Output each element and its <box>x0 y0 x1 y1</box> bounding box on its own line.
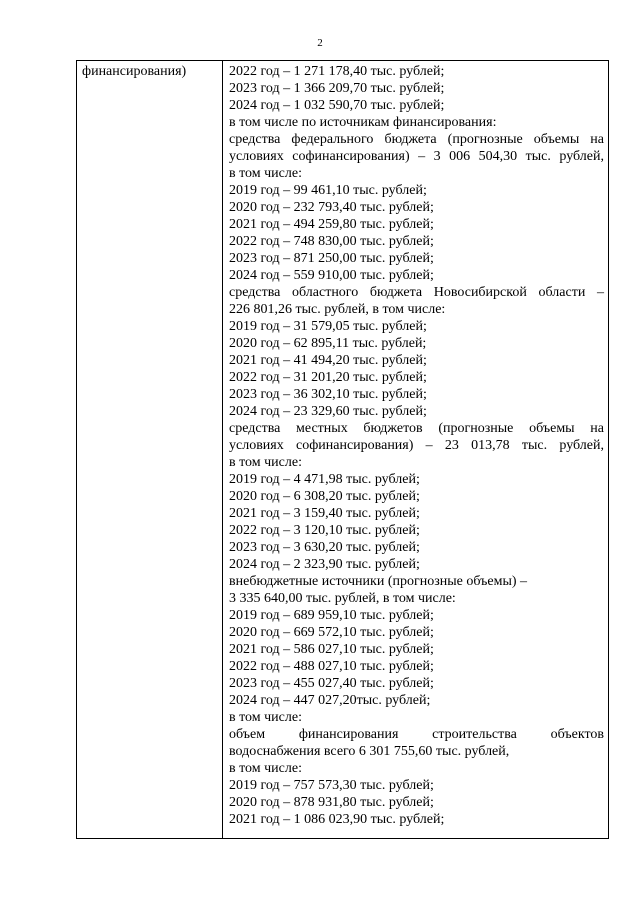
text-line: 2022 год – 3 120,10 тыс. рублей; <box>229 523 420 538</box>
text-line: 2022 год – 31 201,20 тыс. рублей; <box>229 370 427 385</box>
text-line: средства областного бюджета Новосибирской области – <box>229 285 604 300</box>
text-line: 2024 год – 2 323,90 тыс. рублей; <box>229 557 420 572</box>
text-line: 2024 год – 23 329,60 тыс. рублей; <box>229 404 427 419</box>
text-line: 2022 год – 488 027,10 тыс. рублей; <box>229 659 434 674</box>
text-line: 2024 год – 559 910,00 тыс. рублей; <box>229 268 434 283</box>
text-line: 2021 год – 3 159,40 тыс. рублей; <box>229 506 420 521</box>
column-divider <box>222 61 223 838</box>
text-line: 2021 год – 1 086 023,90 тыс. рублей; <box>229 812 445 827</box>
text-line: в том числе: <box>229 710 302 725</box>
text-line: условиях софинансирования) – 3 006 504,30 тыс. рублей, <box>229 149 604 164</box>
text-line: 2020 год – 878 931,80 тыс. рублей; <box>229 795 434 810</box>
text-line: 2019 год – 757 573,30 тыс. рублей; <box>229 778 434 793</box>
text-line: 2022 год – 1 271 178,40 тыс. рублей; <box>229 64 445 79</box>
text-line: 2020 год – 6 308,20 тыс. рублей; <box>229 489 420 504</box>
text-line: средства федерального бюджета (прогнозные объемы на <box>229 132 604 147</box>
text-line: 2020 год – 62 895,11 тыс. рублей; <box>229 336 427 351</box>
text-line: средства местных бюджетов (прогнозные объемы на <box>229 421 604 436</box>
text-line: в том числе по источникам финансирования: <box>229 115 497 130</box>
left-cell-label: финансирования) <box>82 64 187 79</box>
text-line: 2019 год – 689 959,10 тыс. рублей; <box>229 608 434 623</box>
text-line: объем финансирования строительства объектов <box>229 727 604 742</box>
text-line: 2023 год – 455 027,40 тыс. рублей; <box>229 676 434 691</box>
text-line: 2021 год – 494 259,80 тыс. рублей; <box>229 217 434 232</box>
text-line: 2023 год – 36 302,10 тыс. рублей; <box>229 387 427 402</box>
text-line: 2024 год – 1 032 590,70 тыс. рублей; <box>229 98 445 113</box>
text-line: в том числе: <box>229 761 302 776</box>
text-line: 2021 год – 586 027,10 тыс. рублей; <box>229 642 434 657</box>
financing-table <box>76 60 609 839</box>
text-line: 2023 год – 871 250,00 тыс. рублей; <box>229 251 434 266</box>
text-line: внебюджетные источники (прогнозные объемы) – <box>229 574 528 589</box>
text-line: 2023 год – 3 630,20 тыс. рублей; <box>229 540 420 555</box>
text-line: 2020 год – 669 572,10 тыс. рублей; <box>229 625 434 640</box>
text-line: 2019 год – 99 461,10 тыс. рублей; <box>229 183 427 198</box>
text-line: в том числе: <box>229 166 302 181</box>
right-cell-content <box>229 63 604 828</box>
text-line: 2023 год – 1 366 209,70 тыс. рублей; <box>229 81 445 96</box>
page-number: 2 <box>317 37 323 49</box>
text-line: 2019 год – 4 471,98 тыс. рублей; <box>229 472 420 487</box>
text-line: 3 335 640,00 тыс. рублей, в том числе: <box>229 591 456 606</box>
text-line: водоснабжения всего 6 301 755,60 тыс. рублей, <box>229 744 510 759</box>
text-line: 2024 год – 447 027,20тыс. рублей; <box>229 693 431 708</box>
text-line: в том числе: <box>229 455 302 470</box>
text-line: 2022 год – 748 830,00 тыс. рублей; <box>229 234 434 249</box>
text-line: 2021 год – 41 494,20 тыс. рублей; <box>229 353 427 368</box>
text-line: 2020 год – 232 793,40 тыс. рублей; <box>229 200 434 215</box>
text-line: 2019 год – 31 579,05 тыс. рублей; <box>229 319 427 334</box>
text-line: условиях софинансирования) – 23 013,78 тыс. рублей, <box>229 438 604 453</box>
text-line: 226 801,26 тыс. рублей, в том числе: <box>229 302 446 317</box>
